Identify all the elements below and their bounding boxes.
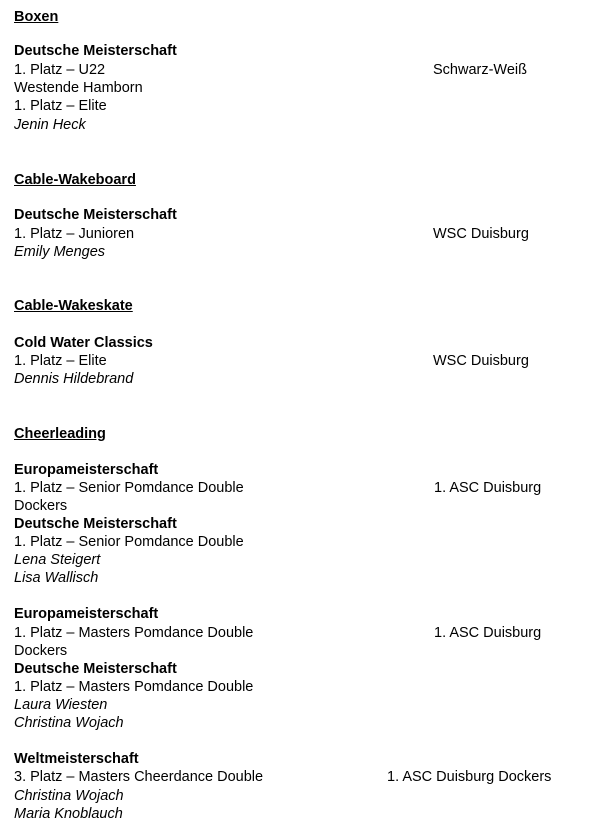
club-continuation: Westende Hamborn xyxy=(14,80,143,96)
club: 1. ASC Duisburg Dockers xyxy=(387,769,552,785)
placement: 3. Platz – Masters Cheerdance Double xyxy=(14,769,264,785)
athlete-name: Laura Wiesten xyxy=(14,697,108,713)
competition: Deutsche Meisterschaft xyxy=(14,661,177,677)
athlete-name: Dennis Hildebrand xyxy=(14,371,134,387)
section-title: Cable-Wakeskate xyxy=(14,298,133,314)
placement: 1. Platz – Senior Pomdance Double xyxy=(14,480,244,496)
club-continuation: Dockers xyxy=(14,643,68,659)
placement: 1. Platz – Junioren xyxy=(14,226,135,242)
club-continuation: Dockers xyxy=(14,498,68,514)
club: WSC Duisburg xyxy=(433,353,529,369)
competition: Deutsche Meisterschaft xyxy=(14,516,177,532)
club: 1. ASC Duisburg xyxy=(434,480,542,496)
placement: 1. Platz – U22 xyxy=(14,62,106,78)
athlete-name: Christina Wojach xyxy=(14,788,124,804)
section-title: Cheerleading xyxy=(14,426,106,442)
section-title: Boxen xyxy=(14,9,59,25)
placement: 1. Platz – Elite xyxy=(14,98,107,114)
athlete-name: Lena Steigert xyxy=(14,552,101,568)
club: 1. ASC Duisburg xyxy=(434,625,542,641)
competition: Cold Water Classics xyxy=(14,335,153,351)
athlete-name: Emily Menges xyxy=(14,244,106,260)
competition: Europameisterschaft xyxy=(14,462,159,478)
competition: Europameisterschaft xyxy=(14,606,159,622)
placement: 1. Platz – Masters Pomdance Double xyxy=(14,679,254,695)
competition: Weltmeisterschaft xyxy=(14,751,139,767)
placement: 1. Platz – Masters Pomdance Double xyxy=(14,625,254,641)
athlete-name: Maria Knoblauch xyxy=(14,806,123,822)
athlete-name: Lisa Wallisch xyxy=(14,570,99,586)
competition: Deutsche Meisterschaft xyxy=(14,43,177,59)
athlete-name: Christina Wojach xyxy=(14,715,124,731)
placement: 1. Platz – Elite xyxy=(14,353,107,369)
club: WSC Duisburg xyxy=(433,226,529,242)
placement: 1. Platz – Senior Pomdance Double xyxy=(14,534,244,550)
competition: Deutsche Meisterschaft xyxy=(14,207,177,223)
section-title: Cable-Wakeboard xyxy=(14,172,136,188)
club: Schwarz-Weiß xyxy=(433,62,527,78)
athlete-name: Jenin Heck xyxy=(14,117,86,133)
